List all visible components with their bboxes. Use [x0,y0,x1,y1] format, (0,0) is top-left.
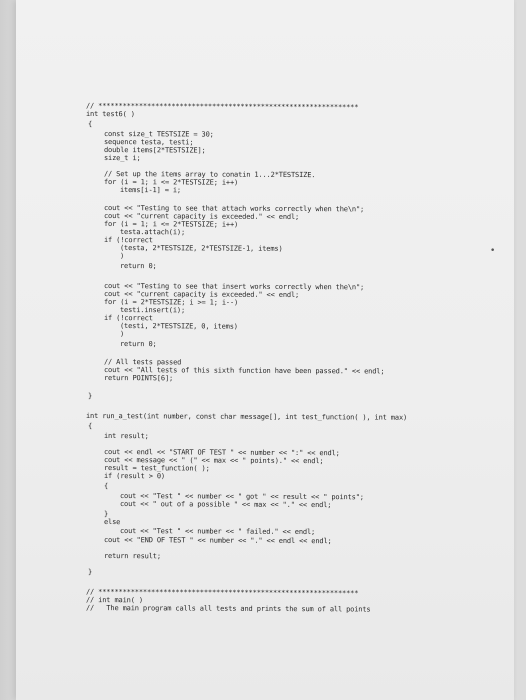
code-line: } [87,568,93,577]
code-line: cout << "All tests of this sixth function have been passed." << endl; [103,366,385,376]
margin-mark: • [490,246,496,256]
code-comment: // Set up the items array to conatin 1...2*TESTSIZE. [103,170,316,180]
code-line: testi.insert(i); [119,306,186,315]
code-line: return result; [103,552,161,561]
code-line: (testa, 2*TESTSIZE, 2*TESTSIZE-1, items) [119,244,283,253]
code-line: cout << "current capacity is exceeded." << endl; [103,212,300,222]
separator-comment-top: // **************************************************************** [85,102,359,112]
printed-page [16,0,514,700]
code-line: cout << "END OF TEST " << number << "." << endl << endl; [103,536,332,546]
code-line: (testi, 2*TESTSIZE, 0, items) [119,322,238,331]
code-line: cout << "Test " << number << " got " << result << " points"; [119,492,364,502]
code-line: cout << "Test " << number << " failed." << endl; [119,527,316,537]
code-line: for (i = 2*TESTSIZE; i >= 1; i--) [103,298,239,307]
code-line: size_t i; [103,154,141,163]
code-line: else [103,518,121,527]
code-line: if (!correct [103,314,153,323]
code-line: int result; [103,432,149,441]
code-line: return 0; [119,262,157,271]
code-line: cout << message << " (" << max << " points)." << endl; [103,456,324,466]
code-line: if (result > 0) [103,472,165,481]
code-line: items[i-1] = i; [119,186,181,195]
code-line: cout << "Testing to see that insert works correctly when the\n"; [103,282,365,292]
code-line: } [103,510,109,519]
code-line: { [87,422,93,431]
code-line: double items[2*TESTSIZE]; [103,146,206,155]
code-comment: // All tests passed [103,358,182,367]
code-line: testa.attach(i); [119,228,186,237]
code-line: { [103,482,109,491]
code-line: for (i = 1; i <= 2*TESTSIZE; i++) [103,220,239,229]
code-line: return 0; [119,340,157,349]
code-line: { [87,120,93,129]
code-line: cout << endl << "START OF TEST " << number << ":" << endl; [103,448,340,458]
separator-comment-bottom: // **************************************************************** [85,588,359,598]
code-line: if (!correct [103,236,153,245]
code-line: for (i = 1; i <= 2*TESTSIZE; i++) [103,178,239,187]
code-line: return POINTS[6]; [103,374,174,383]
code-line: } [87,392,93,401]
code-line: cout << "current capacity is exceeded." << endl; [103,290,300,300]
code-comment: // int main( ) [85,596,143,605]
function-header-test6: int test6( ) [85,110,135,119]
code-comment: // The main program calls all tests and prints the sum of all points [85,604,371,614]
code-line: cout << " out of a possible " << max << "." << endl; [119,500,332,510]
code-line: sequence testa, testi; [103,138,194,147]
code-line: ) [119,252,125,261]
function-header-run-a-test: int run_a_test(int number, const char message[], int test_function( ), int max) [85,412,408,422]
code-line: ) [119,330,125,339]
code-line: const size_t TESTSIZE = 30; [103,130,214,139]
code-line: result = test_function( ); [103,464,210,473]
code-line: cout << "Testing to see that attach works correctly when the\n"; [103,204,365,214]
